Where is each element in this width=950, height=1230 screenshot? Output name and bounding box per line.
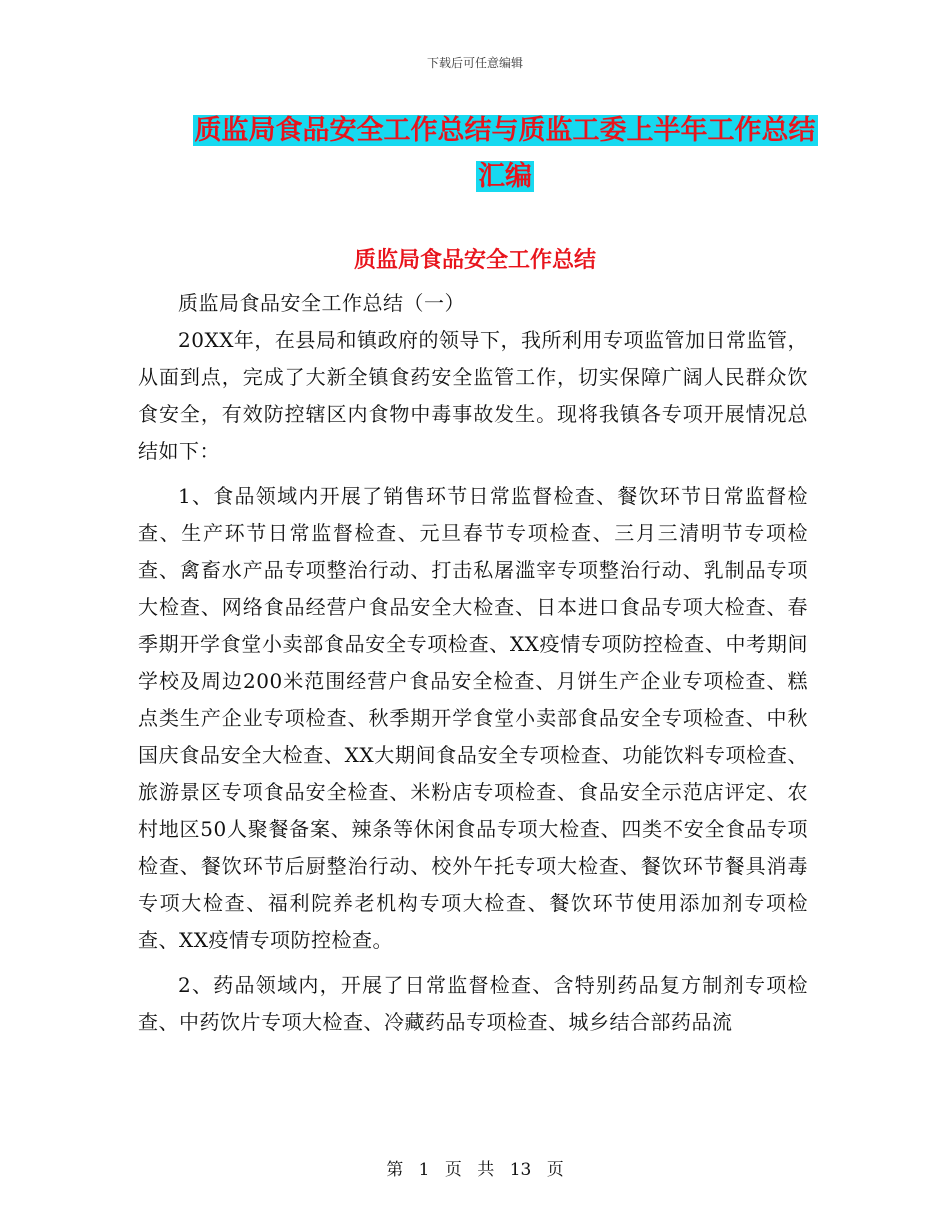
paragraph-subtitle: 质监局食品安全工作总结（一） — [178, 291, 465, 315]
document-title — [140, 108, 870, 200]
page-total: 13 — [509, 1160, 532, 1180]
footer-mid: 页 — [444, 1160, 462, 1180]
footer-prefix: 第 — [386, 1160, 404, 1180]
paragraph-food: 1、食品领域内开展了销售环节日常监督检查、餐饮环节日常监督检查、生产环节日常监督检查、元旦春节专项检查、三月三清明节专项检查、禽畜水产品专项整治行动、打击私屠滥宰专项整治行动、乳制品专项大检查、网络食品经营户食品安全大检查、日本进口食品专项大检查、春季期开学食堂小卖部食品安全专项检查、XX疫情专项防控检查、中考期间学校及周边200米范围经营户食品安全检查、月饼生产企业专项检查、糕点类生产企业专项检查、秋季期开学食堂小卖部食品安全专项检查、中秋国庆食品安全大检查、XX大期间食品安全专项检查、功能饮料专项检查、旅游景区专项食品安全检查、米粉店专项检查、食品安全示范店评定、农村地区50人聚餐备案、辣条等休闲食品专项大检查、四类不安全食品专项检查、餐饮环节后厨整治行动、校外午托专项大检查、餐饮环节餐具消毒专项大检查、福利院养老机构专项大检查、餐饮环节使用添加剂专项检查、XX疫情专项防控检查。 — [138, 484, 808, 952]
page-number: 1 — [418, 1160, 430, 1180]
footer-suffix: 页 — [546, 1160, 564, 1180]
paragraph-intro: 20XX年，在县局和镇政府的领导下，我所利用专项监管加日常监管，从面到点，完成了大新全镇食药安全监管工作，切实保障广阔人民群众饮食安全，有效防控辖区内食物中毒事故发生。现将我镇各专项开展情况总结如下： — [138, 328, 808, 463]
document-title-line-2: 汇编 — [478, 161, 532, 192]
section-title: 质监局食品安全工作总结 — [353, 247, 596, 273]
page-footer — [0, 1155, 950, 1180]
document-body — [138, 285, 808, 1049]
document-title-line-1: 质监局食品安全工作总结与质监工委上半年工作总结 — [194, 115, 816, 146]
header-note: 下载后可任意编辑 — [426, 56, 523, 70]
footer-total-label: 共 — [477, 1160, 495, 1180]
paragraph-drug: 2、药品领域内，开展了日常监督检查、含特别药品复方制剂专项检查、中药饮片专项大检查、冷藏药品专项检查、城乡结合部药品流 — [138, 973, 808, 1034]
